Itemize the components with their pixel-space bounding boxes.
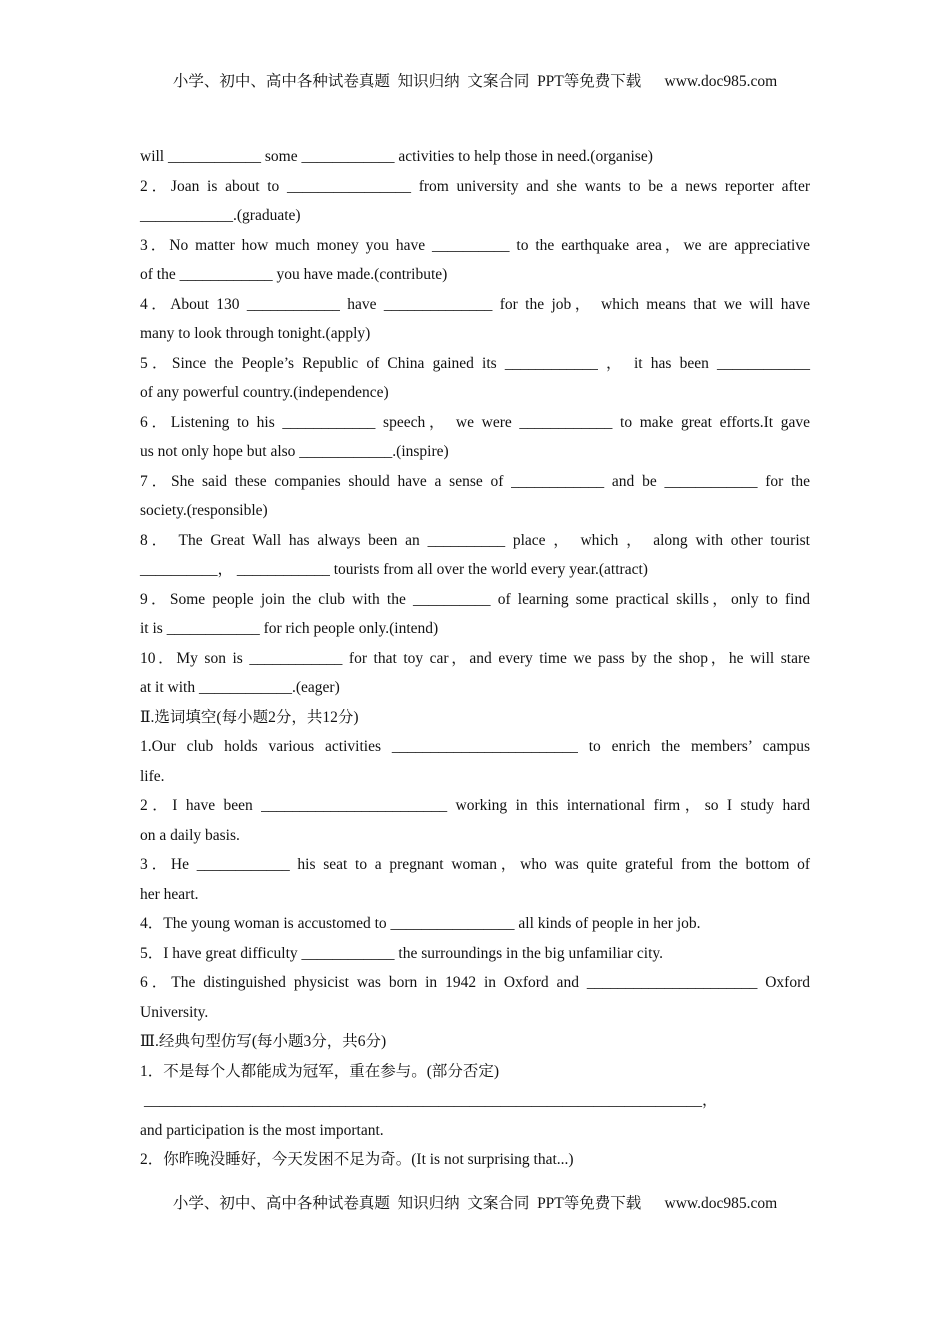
section3-q1-prompt: 1．不是每个人都能成为冠军，重在参与。(部分否定) — [140, 1062, 500, 1080]
page-content — [140, 142, 810, 1175]
section3-heading: Ⅲ.经典句型仿写(每小题3分，共6分) — [140, 1033, 387, 1050]
question-line: it is ____________ for rich people only.(intend) — [140, 620, 439, 637]
section3-q1-answer-blank: ________________________________________________________________________， — [144, 1092, 718, 1109]
question-line: 9．Some people join the club with the __________ of learning some practical skills，only to find — [140, 590, 810, 608]
page-footer: 小学、初中、高中各种试卷真题 知识归纳 文案合同 PPT等免费下载 www.doc985.com — [172, 1195, 778, 1212]
question-line: 3．He ____________ his seat to a pregnant woman，who was quite grateful from the bottom of — [140, 856, 810, 873]
question-line: of the ____________ you have made.(contribute) — [140, 266, 448, 283]
question-line: many to look through tonight.(apply) — [140, 325, 371, 342]
section3-q1-tail: and participation is the most important. — [140, 1121, 384, 1139]
question-line: 3．No matter how much money you have __________ to the earthquake area，we are appreciative — [140, 236, 810, 254]
question-line: 4．The young woman is accustomed to ________________ all kinds of people in her job. — [140, 915, 701, 932]
word-formation-section — [140, 142, 810, 703]
question-line: 1.Our club holds various activities ________________________ to enrich the members’ campus — [140, 738, 810, 755]
question-line: 5．Since the People’s Republic of China gained its ____________ ， it has been ____________ — [140, 354, 810, 372]
question-line: 2．I have been ________________________ working in this international firm，so I study hard — [140, 797, 810, 814]
question-line: 6．Listening to his ____________ speech， we were ____________ to make great efforts.It gave — [140, 413, 810, 431]
question-line: 5．I have great difficulty ____________ the surroundings in the big unfamiliar city. — [140, 944, 664, 962]
question-line: society.(responsible) — [140, 502, 268, 519]
question-line: 4．About 130 ____________ have ______________ for the job， which means that we will have — [140, 295, 810, 313]
question-line: at it with ____________.(eager) — [140, 679, 340, 696]
question-line: on a daily basis. — [140, 826, 240, 844]
question-line: life. — [140, 767, 165, 785]
word-choice-section — [140, 732, 810, 1027]
page-header: 小学、初中、高中各种试卷真题 知识归纳 文案合同 PPT等免费下载 www.doc985.com — [172, 73, 778, 90]
question-line: 10．My son is ____________ for that toy car，and every time we pass by the shop，he will stare — [140, 649, 810, 667]
question-line: 8． The Great Wall has always been an __________ place ， which ， along with other tourist — [140, 531, 810, 549]
question-line: 6．The distinguished physicist was born in 1942 in Oxford and ______________________ Oxford — [140, 974, 810, 991]
question-line: 7．She said these companies should have a sense of ____________ and be ____________ for the — [140, 472, 810, 490]
question-line: ____________.(graduate) — [140, 207, 301, 224]
question-line: her heart. — [140, 885, 199, 903]
section3-q2-prompt: 2．你昨晚没睡好，今天发困不足为奇。(It is not surprising that...) — [140, 1151, 574, 1168]
question-line: us not only hope but also ____________.(inspire) — [140, 443, 449, 460]
question-line: 2．Joan is about to ________________ from university and she wants to be a news reporter after — [140, 177, 810, 195]
question-line: __________， ____________ tourists from all over the world every year.(attract) — [140, 561, 648, 578]
section2-heading: Ⅱ.选词填空(每小题2分，共12分) — [140, 708, 359, 726]
question-line: of any powerful country.(independence) — [140, 384, 389, 401]
question-line: University. — [140, 1003, 209, 1021]
question-line: will ____________ some ____________ activities to help those in need.(organise) — [140, 148, 653, 165]
